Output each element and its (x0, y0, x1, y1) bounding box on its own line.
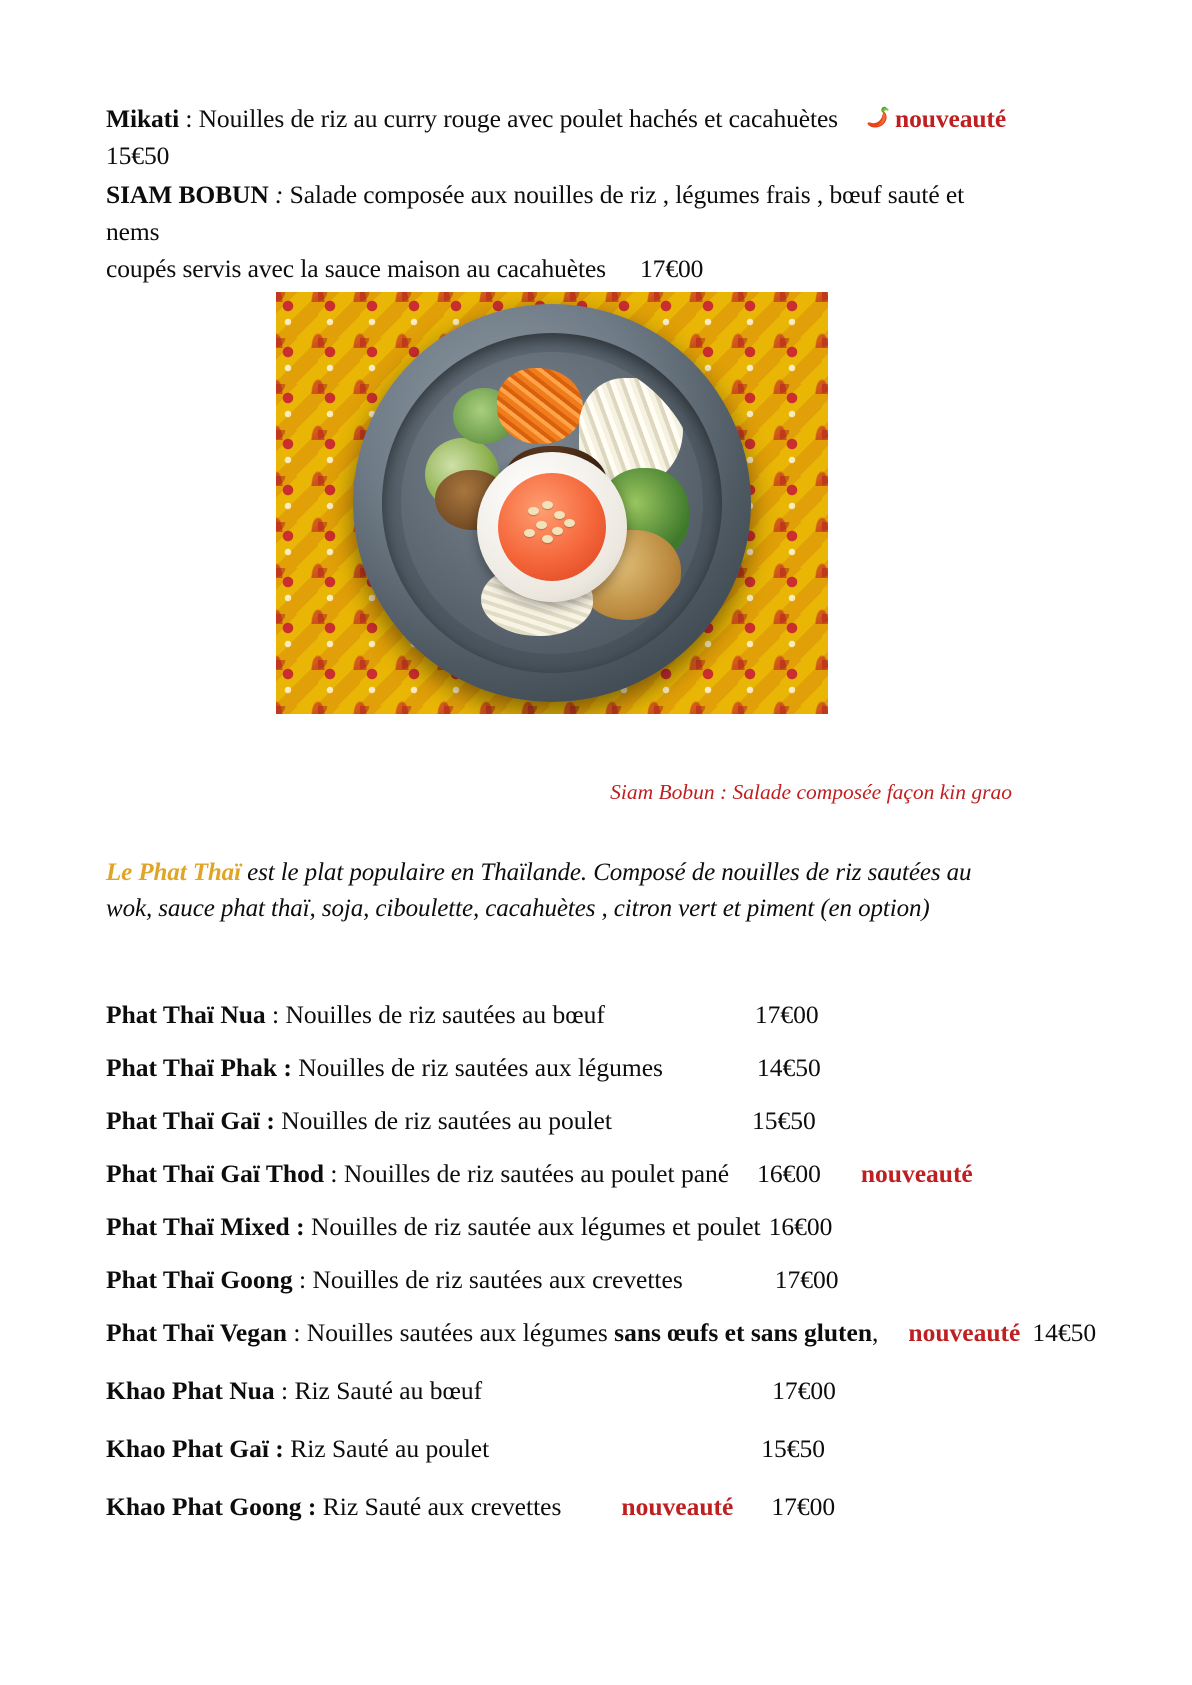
item-separator: : (274, 1376, 295, 1405)
item-description: Riz Sauté au bœuf (294, 1376, 483, 1405)
item-name: Phat Thaï Mixed : (106, 1212, 305, 1241)
item-price: 17€00 (771, 1492, 836, 1521)
item-name: Khao Phat Nua (106, 1376, 275, 1405)
item-name: Phat Thaï Gaï Thod (106, 1159, 325, 1188)
item-separator: : (324, 1159, 344, 1188)
item-description: Nouilles de riz sautées aux légumes (298, 1053, 663, 1082)
item-name: Phat Thaï Vegan (106, 1318, 287, 1347)
mikati-price: 15€50 (106, 141, 170, 170)
item-price: 17€00 (754, 1000, 819, 1029)
mikati-description: Nouilles de riz au curry rouge avec poulet hachés et cacahuètes (198, 104, 839, 133)
item-description: Nouilles de riz sautées au bœuf (285, 1000, 605, 1029)
item-separator: : (286, 1318, 307, 1347)
item-description: Riz Sauté aux crevettes (322, 1492, 562, 1521)
item-name: Phat Thaï Nua (106, 1000, 266, 1029)
siam-bobun-name: SIAM BOBUN (106, 180, 269, 209)
item-price: 17€00 (772, 1376, 836, 1405)
siam-bobun-description-line2: coupés servis avec la sauce maison au cacahuètes (106, 254, 607, 283)
phat-thai-intro-text: est le plat populaire en Thaïlande. Composé de nouilles de riz sautées au wok, sauce phat thaï, soja, ciboulette, cacahuètes , citron vert et piment (en option) (106, 859, 972, 922)
item-new-badge: nouveauté (908, 1318, 1021, 1347)
item-price: 16€00 (768, 1212, 833, 1241)
siam-bobun-price: 17€00 (640, 254, 704, 283)
phat-thai-menu-list (106, 1000, 1096, 1545)
item-name: Phat Thaï Phak : (106, 1053, 292, 1082)
mikati-separator: : (179, 104, 199, 133)
chili-pepper-icon (864, 105, 894, 131)
item-description: Nouilles de riz sautée aux légumes et poulet (310, 1212, 761, 1241)
menu-row (106, 1212, 1096, 1242)
item-new-badge: nouveauté (621, 1492, 734, 1521)
mikati-name: Mikati (106, 104, 180, 133)
menu-row (106, 1159, 1096, 1189)
item-description: Riz Sauté au poulet (290, 1434, 490, 1463)
serving-bowl (353, 304, 751, 702)
item-name: Khao Phat Goong : (106, 1492, 317, 1521)
item-description: Nouilles de riz sautées au poulet pané (343, 1159, 730, 1188)
menu-row (106, 1265, 1096, 1295)
item-price: 15€50 (761, 1434, 825, 1463)
item-separator: : (292, 1265, 313, 1294)
item-description-bold: sans œufs et sans gluten (614, 1318, 873, 1347)
menu-item-mikati (106, 100, 1066, 174)
item-description: Nouilles de riz sautées aux crevettes (312, 1265, 683, 1294)
menu-row (106, 1434, 1096, 1464)
food-photo-siam-bobun (276, 292, 828, 714)
item-name: Khao Phat Gaï : (106, 1434, 284, 1463)
item-description: Nouilles sautées aux légumes (306, 1318, 615, 1347)
item-description: Nouilles de riz sautées au poulet (281, 1106, 612, 1135)
item-price: 17€00 (774, 1265, 839, 1294)
item-price: 16€00 (757, 1159, 821, 1188)
menu-row (106, 1053, 1096, 1083)
sauce-bowl (477, 452, 627, 602)
menu-item-siam-bobun (106, 176, 1006, 287)
shredded-carrot (497, 368, 583, 444)
item-separator: : (265, 1000, 286, 1029)
siam-bobun-separator: : (268, 180, 290, 209)
menu-row (106, 1106, 1096, 1136)
siam-bobun-description-line1: Salade composée aux nouilles de riz , légumes frais , bœuf sauté et nems (106, 180, 965, 246)
menu-row (106, 1492, 1096, 1522)
item-description-tail: , (872, 1318, 879, 1347)
menu-row (106, 1376, 1096, 1406)
menu-row (106, 1000, 1096, 1030)
photo-caption: Siam Bobun : Salade composée façon kin grao (610, 780, 1012, 804)
peanut-sauce (498, 473, 606, 581)
menu-row (106, 1318, 1096, 1348)
phat-thai-intro-paragraph (106, 855, 1021, 927)
item-price: 15€50 (751, 1106, 816, 1135)
item-name: Phat Thaï Gaï : (106, 1106, 275, 1135)
item-new-badge: nouveauté (860, 1159, 973, 1188)
item-name: Phat Thaï Goong (106, 1265, 293, 1294)
phat-thai-highlight: Le Phat Thaï (106, 859, 241, 886)
mikati-new-badge: nouveauté (895, 104, 1007, 133)
item-price: 14€50 (1032, 1318, 1097, 1347)
item-price: 14€50 (756, 1053, 821, 1082)
